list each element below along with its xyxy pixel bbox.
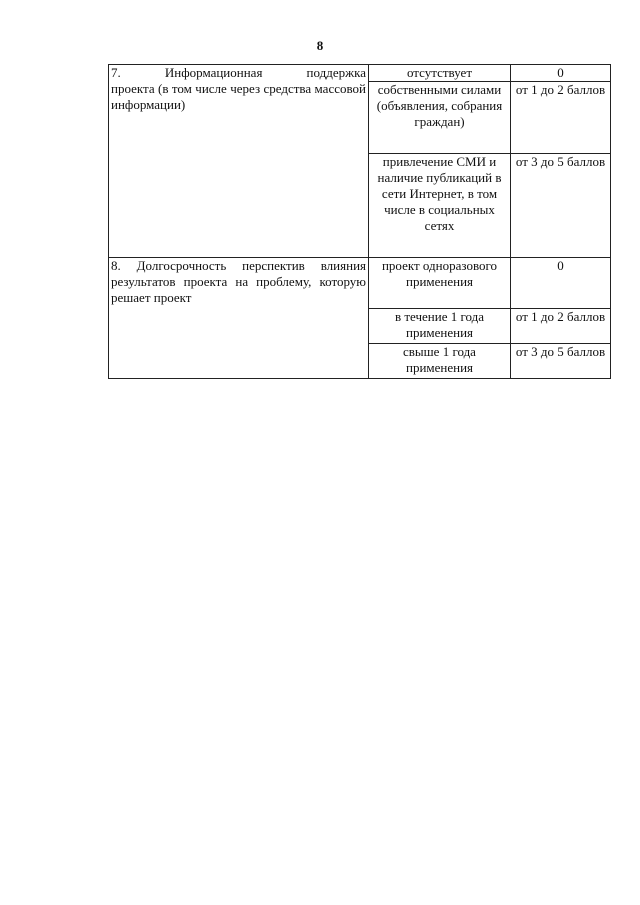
option-value: проект одноразового применения <box>369 258 511 309</box>
criterion-cell <box>109 258 369 379</box>
criterion-title: 8. Долгосрочность перспектив влияния <box>111 258 366 273</box>
option-value: свыше 1 года применения <box>369 344 511 379</box>
criterion-title-rest: результатов проекта на проблему, которую решает проект <box>111 274 366 305</box>
table-row <box>109 65 611 82</box>
criterion-title: 7. Информационная поддержка <box>111 65 366 80</box>
criteria-table <box>108 64 611 379</box>
option-value: собственными силами (объявления, собрания граждан) <box>369 82 511 154</box>
option-points: 0 <box>511 258 611 309</box>
option-points: от 1 до 2 баллов <box>511 82 611 154</box>
option-points: 0 <box>511 65 611 82</box>
option-points: от 1 до 2 баллов <box>511 309 611 344</box>
option-points: от 3 до 5 баллов <box>511 154 611 258</box>
option-value: привлечение СМИ и наличие публикаций в сети Интернет, в том числе в социальных сетях <box>369 154 511 258</box>
option-value: в течение 1 года применения <box>369 309 511 344</box>
option-points: от 3 до 5 баллов <box>511 344 611 379</box>
option-value: отсутствует <box>369 65 511 82</box>
criterion-cell <box>109 65 369 258</box>
criterion-title-rest: проекта (в том числе через средства массовой информации) <box>111 81 366 112</box>
table-row <box>109 258 611 309</box>
page-number: 8 <box>316 38 324 53</box>
